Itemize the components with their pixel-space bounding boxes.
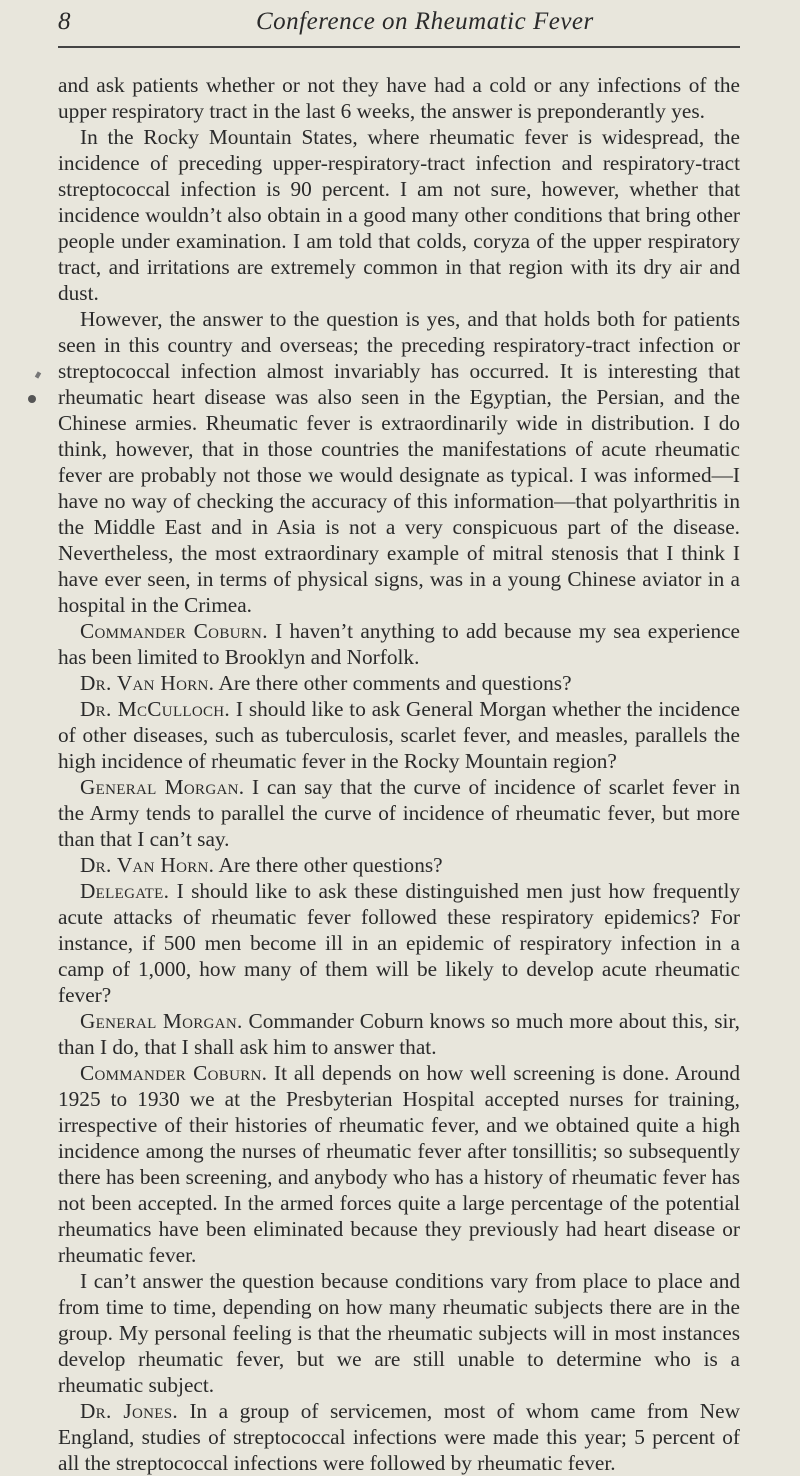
margin-dot-mark	[28, 395, 36, 403]
paragraph: Dr. McCulloch. I should like to ask General Morgan whether the incidence of other diseases, such as tuberculosis, scarlet fever, and measles, parallels the high incidence of rheumatic fever in the Rocky Mountain region?	[58, 697, 740, 773]
paragraph: In the Rocky Mountain States, where rheumatic fever is widespread, the incidence of preceding upper-respiratory-tract infection and respiratory-tract streptococcal infection is 90 percent. I am not sure, however, whether that incidence wouldn’t also obtain in a good many other conditions that bring other people under examination. I am told that colds, coryza of the upper respiratory tract, and irritations are extremely common in that region with its dry air and dust.	[58, 125, 740, 305]
paragraph: General Morgan. Commander Coburn knows so much more about this, sir, than I do, that I shall ask him to answer that.	[58, 1009, 740, 1059]
paragraph: Delegate. I should like to ask these distinguished men just how frequently acute attacks of rheumatic fever followed these respiratory epidemics? For instance, if 500 men become ill in an epidemic of respiratory infection in a camp of 1,000, how many of them will be likely to develop acute rheumatic fever?	[58, 879, 741, 1007]
paragraph: Dr. Jones. In a group of servicemen, most of whom came from New England, studies of streptococcal infections were made this year; 5 percent of all the streptococcal infections were followed by rheumatic fever.	[58, 1399, 741, 1475]
speaker-name: Dr. McCulloch.	[80, 697, 231, 721]
paragraph: However, the answer to the question is yes, and that holds both for patients seen in this country and overseas; the preceding respiratory-tract infection or streptococcal infection almost invariably has occurred. It is interesting that rheumatic heart disease was also seen in the Egyptian, the Persian, and the Chinese armies. Rheumatic fever is extraordinarily wide in distribution. I do think, however, that in those countries the manifestations of acute rheumatic fever are probably not those we would designate as typical. I was informed—I have no way of checking the accuracy of this information—that polyarthritis in the Middle East and in Asia is not a very conspicuous part of the disease. Nevertheless, the most extraordinary example of mitral stenosis that I think I have ever seen, in terms of physical signs, was in a young Chinese aviator in a hospital in the Crimea.	[58, 307, 740, 617]
speaker-name: Commander Coburn.	[80, 1061, 268, 1085]
speaker-name: Dr. Van Horn.	[80, 853, 215, 877]
running-title: Conference on Rheumatic Fever	[256, 8, 594, 35]
speaker-name: Dr. Van Horn.	[80, 671, 215, 695]
paragraph: and ask patients whether or not they have had a cold or any infections of the upper respiratory tract in the last 6 weeks, the answer is preponderantly yes.	[58, 73, 740, 123]
body-text	[58, 72, 740, 1476]
paragraph: Dr. Van Horn. Are there other questions?	[80, 853, 443, 877]
paragraph: I can’t answer the question because conditions vary from place to place and from time to time, depending on how many rheumatic subjects there are in the group. My personal feeling is that the rheumatic subjects will in most instances develop rheumatic fever, but we are still unable to determine who is a rheumatic subject.	[58, 1269, 740, 1397]
header-rule	[58, 46, 740, 48]
paragraph: Dr. Van Horn. Are there other comments and questions?	[80, 671, 572, 695]
speaker-name: Delegate.	[80, 879, 170, 903]
page-header	[58, 8, 742, 48]
page-number: 8	[58, 8, 71, 35]
speaker-name: Commander Coburn.	[80, 619, 268, 643]
paragraph: Commander Coburn. I haven’t anything to add because my sea experience has been limited to Brooklyn and Norfolk.	[58, 619, 741, 669]
paragraph: Commander Coburn. It all depends on how well screening is done. Around 1925 to 1930 we at the Presbyterian Hospital accepted nurses for training, irrespective of their histories of rheumatic fever, and we obtained quite a high incidence among the nurses of rheumatic fever after tonsillitis; so subsequently there has been screening, and anybody who has a history of rheumatic fever has not been accepted. In the armed forces quite a large percentage of the potential rheumatics have been eliminated because they previously had heart disease or rheumatic fever.	[58, 1061, 741, 1267]
speaker-name: General Morgan.	[80, 1009, 243, 1033]
speaker-name: General Morgan.	[80, 775, 245, 799]
speaker-name: Dr. Jones.	[80, 1399, 178, 1423]
margin-mark-tick	[35, 371, 41, 378]
paragraph: General Morgan. I can say that the curve of incidence of scarlet fever in the Army tends to parallel the curve of incidence of rheumatic fever, but more than that I can’t say.	[58, 775, 740, 851]
